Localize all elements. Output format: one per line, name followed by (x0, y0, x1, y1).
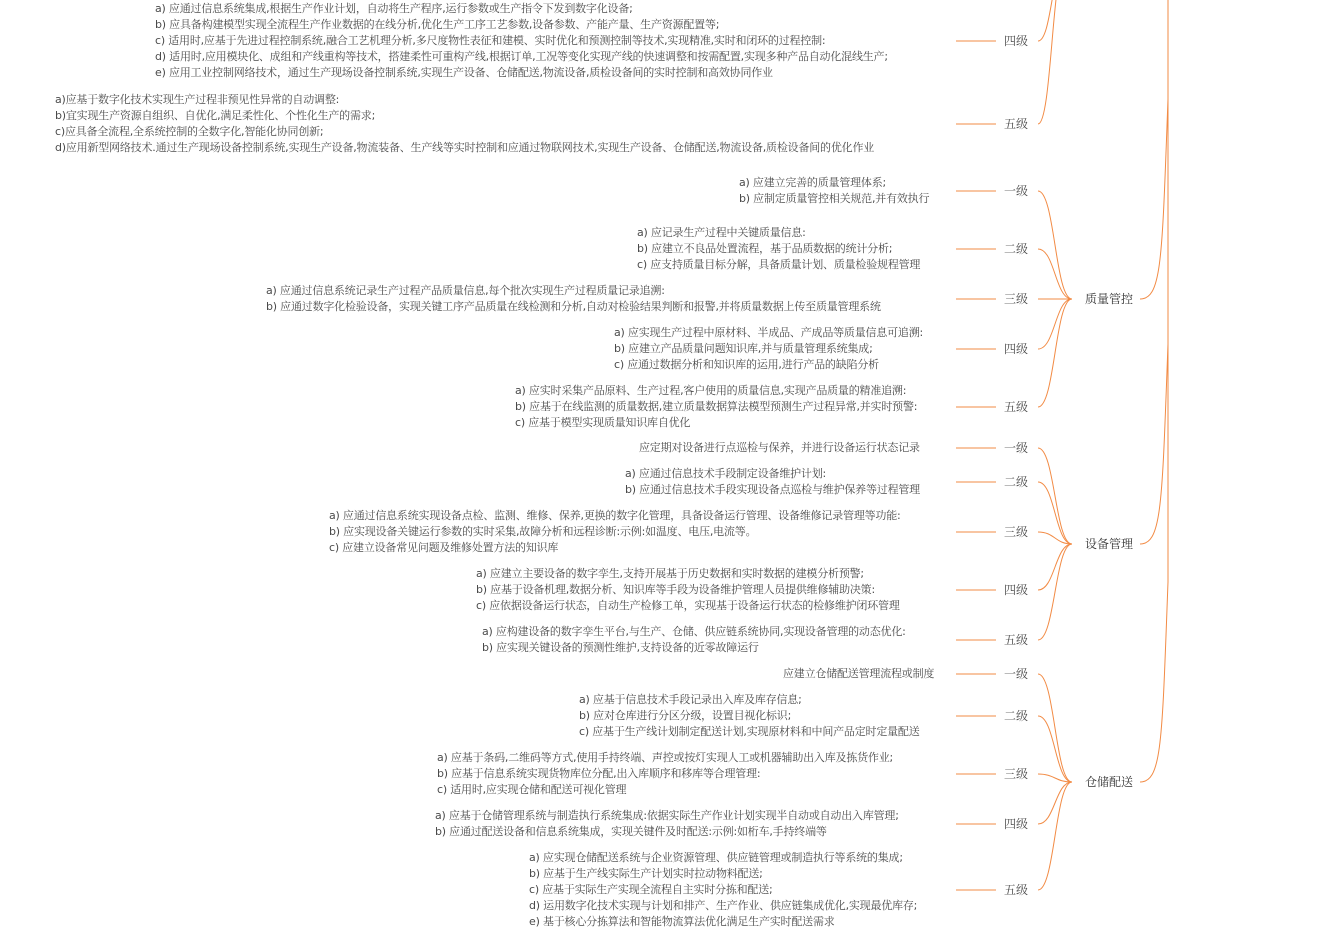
connector-line (1038, 249, 1072, 299)
connector-line (1038, 448, 1072, 544)
connector-line (1038, 191, 1072, 299)
requirement-item: a)应基于数字化技术实现生产过程非预见性异常的自动调整: (55, 92, 340, 106)
category-label[interactable]: 质量管控 (1085, 292, 1134, 306)
requirement-item: c) 应支持质量目标分解，具备质量计划、质量检验规程管理 (637, 258, 921, 272)
requirement-item: a) 应记录生产过程中关键质量信息: (637, 225, 806, 239)
requirement-item: a) 应基于仓储管理系统与制造执行系统集成:依据实际生产作业计划实现半自动或自动出入库管理; (435, 808, 899, 822)
requirement-block (476, 566, 900, 615)
level-label[interactable]: 五级 (1003, 400, 1028, 414)
requirement-block (639, 440, 920, 456)
requirement-item: b) 应基于信息系统实现货物库位分配,出入库顺序和移库等合理管理: (437, 766, 761, 780)
level-label[interactable]: 二级 (1003, 242, 1028, 256)
requirement-item: 应定期对设备进行点巡检与保养，并进行设备运行状态记录 (639, 440, 920, 454)
requirement-item: b)宜实现生产资源自组织、自优化,满足柔性化、个性化生产的需求; (55, 108, 376, 122)
requirement-item: e) 基于核心分拣算法和智能物流算法优化满足生产实时配送需求 (529, 915, 835, 929)
requirement-item: b) 应对仓库进行分区分级，设置目视化标识; (579, 708, 792, 722)
requirement-item: c) 应通过数据分析和知识库的运用,进行产品的缺陷分析 (614, 358, 879, 372)
requirement-item: c)应具备全流程,全系统控制的全数字化,智能化协同创新; (55, 124, 324, 138)
connector-line (1140, 0, 1168, 299)
requirement-item: b) 应具备构建模型实现全流程生产作业数据的在线分析,优化生产工序工艺参数,设备参数、产能产量、生产资源配置等; (155, 17, 720, 31)
requirement-item: b) 应建立产品质量问题知识库,并与质量管理系统集成; (614, 341, 873, 355)
requirement-block (783, 666, 934, 682)
level-label[interactable]: 三级 (1003, 292, 1028, 306)
requirement-block (55, 92, 874, 157)
level-label[interactable]: 五级 (1003, 117, 1028, 131)
requirement-block (482, 624, 906, 656)
requirement-item: a) 应基于信息技术手段记录出入库及库存信息; (579, 692, 802, 706)
requirement-item: a) 应通过信息技术手段制定设备维护计划: (625, 466, 827, 480)
requirement-item: b) 应通过配送设备和信息系统集成，实现关键件及时配送:示例:如桁车,手持终端等 (435, 824, 827, 838)
requirement-block (266, 283, 881, 315)
requirement-item: e) 应用工业控制网络技术，通过生产现场设备控制系统,实现生产设备、仓储配送,物流设备,质检设备间的实时控制和高效协同作业 (155, 66, 773, 80)
requirement-item: a) 应基于条码,二维码等方式,使用手持终端、声控或按灯实现人工或机器辅助出入库及拣货作业; (437, 750, 894, 764)
category-label[interactable]: 设备管理 (1085, 537, 1134, 551)
requirement-item: a) 应实现生产过程中原材料、半成品、产成品等质量信息可追溯: (614, 325, 924, 339)
requirement-item: c) 应基于模型实现质量知识库自优化 (515, 416, 691, 430)
level-label[interactable]: 五级 (1003, 883, 1028, 897)
connector-line (1038, 0, 1066, 41)
requirement-item: a) 应通过信息系统实现设备点检、监测、维修、保养,更换的数字化管理，具备设备运行管理、设备维修记录管理等功能: (329, 508, 901, 522)
requirement-item: b) 应制定质量管控相关规范,并有效执行 (739, 191, 930, 205)
requirement-item: b) 应通过数字化检验设备，实现关键工序产品质量在线检测和分析,自动对检验结果判断和报警,并将质量数据上传至质量管理系统 (266, 299, 881, 313)
requirement-item: d)应用新型网络技术.通过生产现场设备控制系统,实现生产设备,物流装备、生产线等实时控制和应通过物联网技术,实现生产设备、仓储配送,物流设备,质检设备间的优化作业 (55, 141, 875, 155)
connector-line (1140, 0, 1168, 782)
requirement-block (437, 750, 893, 799)
requirement-item: a) 应实时采集产品原料、生产过程,客户使用的质量信息,实现产品质量的精准追溯: (515, 383, 907, 397)
requirement-item: d) 运用数字化技术实现与计划和排产、生产作业、供应链集成优化,实现最优库存; (529, 899, 918, 913)
requirement-item: b) 应实现关键设备的预测性维护,支持设备的近零故障运行 (482, 640, 759, 654)
level-label[interactable]: 一级 (1003, 667, 1028, 681)
requirement-item: c) 应基于生产线计划制定配送计划,实现原材料和中间产品定时定量配送 (579, 725, 920, 739)
requirement-block (579, 692, 920, 741)
level-label[interactable]: 三级 (1003, 525, 1028, 539)
connector-line (1038, 299, 1072, 349)
connector-line (1038, 544, 1072, 590)
level-label[interactable]: 二级 (1003, 475, 1028, 489)
requirement-item: a) 应构建设备的数字孪生平台,与生产、仓储、供应链系统协同,实现设备管理的动态优化: (482, 624, 906, 638)
connector-line (1038, 782, 1072, 890)
requirement-item: c) 适用时,应基于先进过程控制系统,融合工艺机理分析,多尺度物性表征和建模、实时优化和预测控制等技术,实现精准,实时和闭环的过程控制: (155, 33, 826, 47)
requirement-block (155, 1, 888, 82)
connector-line (1038, 482, 1072, 544)
requirement-item: 应建立仓储配送管理流程或制度 (783, 666, 935, 680)
requirement-item: a) 应实现仓储配送系统与企业资源管理、供应链管理或制造执行等系统的集成; (529, 850, 903, 864)
requirement-item: c) 应基于实际生产实现全流程自主实时分拣和配送; (529, 882, 773, 896)
connector-line (1038, 674, 1072, 782)
level-label[interactable]: 二级 (1003, 709, 1028, 723)
requirement-item: a) 应通过信息系统集成,根据生产作业计划，自动将生产程序,运行参数或生产指令下发到数字化设备; (155, 1, 633, 15)
connector-line (1038, 782, 1072, 824)
requirement-item: d) 适用时,应用模块化、成组和产线重构等技术，搭建柔性可重构产线,根据订单,工况等变化实现产线的快速调整和按需配置,实现多种产品自动化混线生产; (155, 50, 888, 64)
level-label[interactable]: 三级 (1003, 767, 1028, 781)
level-label[interactable]: 四级 (1003, 342, 1028, 356)
requirement-item: a) 应通过信息系统记录生产过程产品质量信息,每个批次实现生产过程质量记录追溯: (266, 283, 665, 297)
requirement-block (637, 225, 920, 274)
requirement-block (329, 508, 901, 557)
level-label[interactable]: 一级 (1003, 184, 1028, 198)
requirement-item: b) 应基于生产线实际生产计划实时拉动物料配送; (529, 866, 763, 880)
level-label[interactable]: 五级 (1003, 633, 1028, 647)
category-label[interactable]: 仓储配送 (1085, 775, 1134, 789)
requirement-block (515, 383, 917, 432)
requirement-item: b) 应实现设备关键运行参数的实时采集,故障分析和远程诊断:示例:如温度、电压,电流等。 (329, 524, 757, 538)
requirement-block (739, 175, 929, 207)
connector-line (1038, 544, 1072, 640)
level-label[interactable]: 一级 (1003, 441, 1028, 455)
connector-line (1038, 0, 1066, 124)
level-label[interactable]: 四级 (1003, 34, 1028, 48)
requirement-item: b) 应建立不良品处置流程，基于品质数据的统计分析; (637, 241, 893, 255)
connector-line (1140, 0, 1168, 544)
requirement-block (614, 325, 923, 374)
requirement-block (435, 808, 899, 840)
connector-line (1038, 299, 1072, 407)
requirement-item: b) 应基于在线监测的质量数据,建立质量数据算法模型预测生产过程异常,并实时预警: (515, 399, 918, 413)
requirement-item: b) 应通过信息技术手段实现设备点巡检与维护保养等过程管理 (625, 482, 920, 496)
requirement-item: c) 适用时,应实现仓储和配送可视化管理 (437, 783, 627, 797)
requirement-item: b) 应基于设备机理,数据分析、知识库等手段为设备维护管理人员提供维修辅助决策: (476, 582, 875, 596)
requirement-item: c) 应依据设备运行状态，自动生产检修工单，实现基于设备运行状态的检修维护闭环管理 (476, 599, 900, 613)
requirement-block (625, 466, 920, 498)
requirement-item: a) 应建立完善的质量管理体系; (739, 175, 887, 189)
requirement-block (529, 850, 917, 931)
requirement-item: a) 应建立主要设备的数字孪生,支持开展基于历史数据和实时数据的建模分析预警; (476, 566, 864, 580)
requirement-item: c) 应建立设备常见问题及维修处置方法的知识库 (329, 541, 559, 555)
level-label[interactable]: 四级 (1003, 583, 1028, 597)
level-label[interactable]: 四级 (1003, 817, 1028, 831)
